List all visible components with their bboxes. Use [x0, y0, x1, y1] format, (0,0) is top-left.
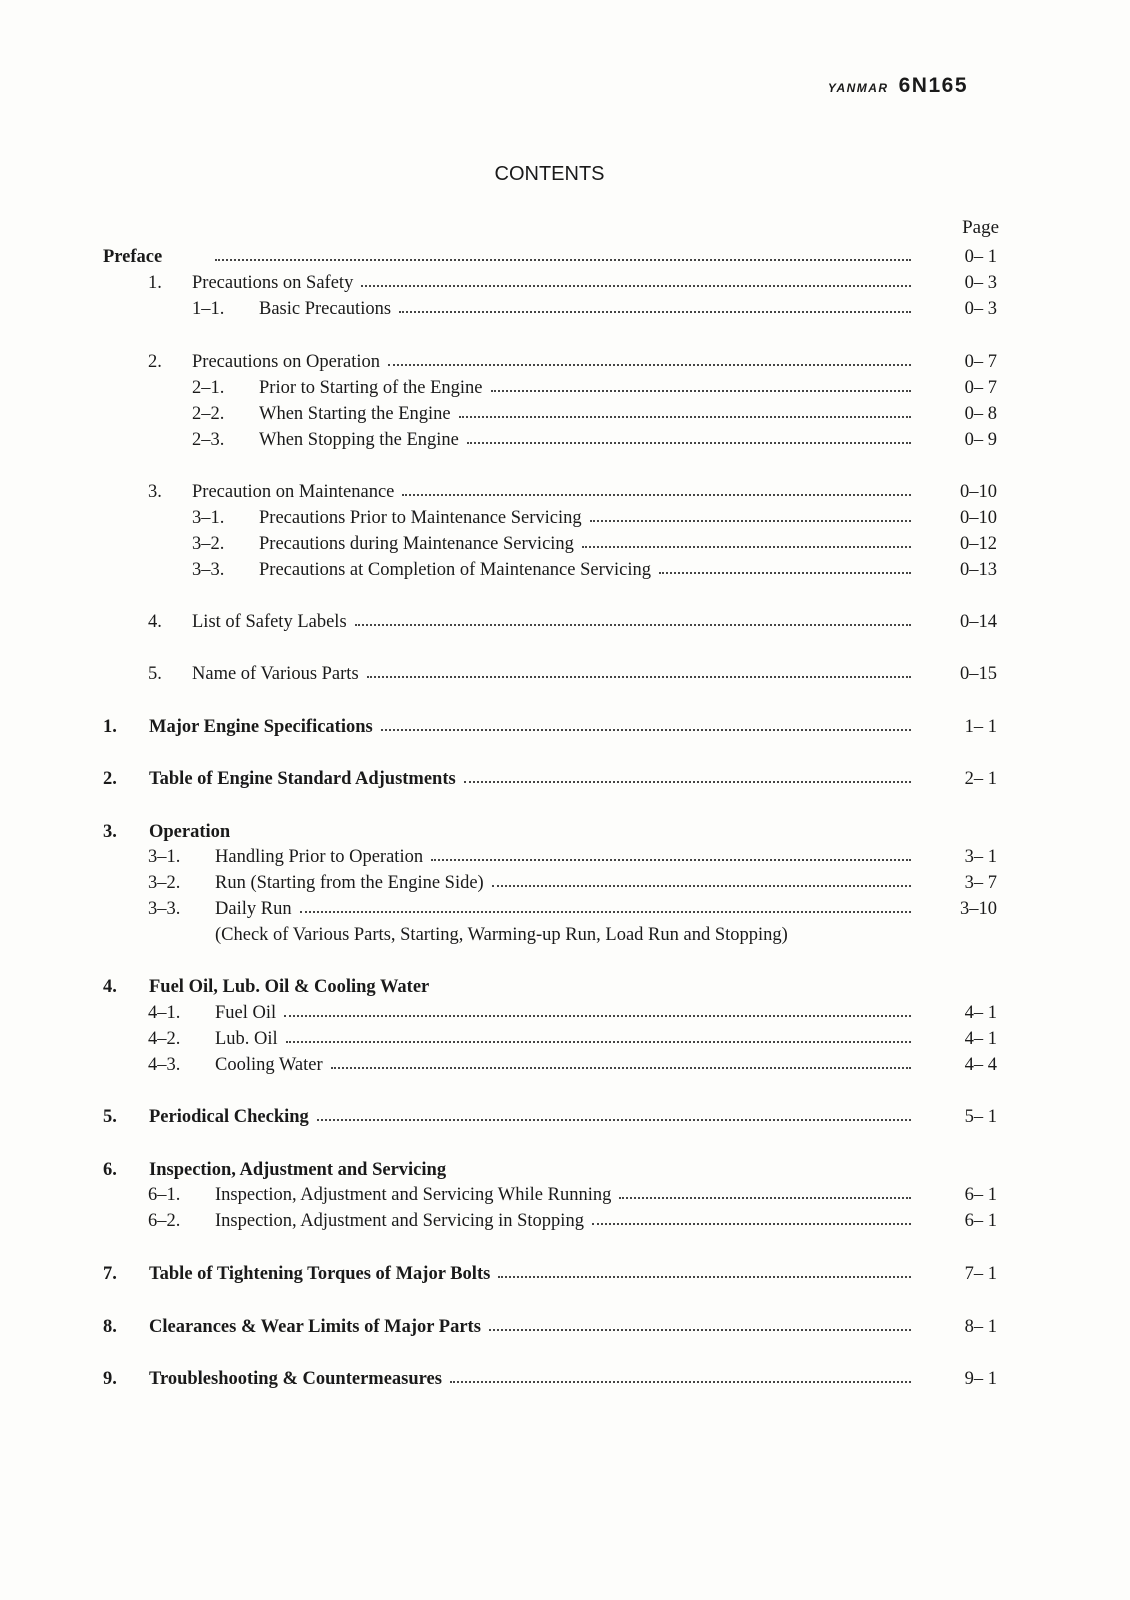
toc-entry-number: 1.	[148, 273, 162, 293]
dot-leader	[590, 517, 911, 522]
toc-entry	[0, 612, 1130, 636]
toc-entry-number: 2–3.	[192, 430, 225, 450]
toc-entry-number: 2.	[103, 769, 117, 789]
toc-entry	[0, 247, 1130, 271]
model-number: 6N165	[898, 74, 968, 97]
toc-entry-page: 6– 1	[964, 1211, 997, 1231]
toc-entry-number: 7.	[103, 1264, 117, 1284]
toc-entry-number: 3–2.	[148, 873, 181, 893]
toc-entry	[0, 352, 1130, 376]
dot-leader	[489, 1326, 911, 1331]
dot-leader	[215, 256, 911, 261]
toc-entry-number: Preface	[103, 247, 163, 267]
toc-entry-number: 3–2.	[192, 534, 225, 554]
toc-entry	[0, 1055, 1130, 1079]
toc-entry-page: 0–15	[960, 664, 997, 684]
toc-entry-page: 0– 7	[964, 378, 997, 398]
toc-entry-page: 0–10	[960, 482, 997, 502]
toc-entry-number: 1–1.	[192, 299, 225, 319]
toc-entry-title: Inspection, Adjustment and Servicing While Running	[215, 1185, 612, 1205]
toc-entry-page: 7– 1	[964, 1264, 997, 1284]
dot-leader	[399, 308, 911, 313]
toc-entry	[0, 1185, 1130, 1209]
dot-leader	[317, 1116, 911, 1121]
header-brand	[828, 74, 968, 98]
dot-leader	[492, 882, 911, 887]
toc-entry-title: When Starting the Engine	[259, 404, 451, 424]
dot-leader	[450, 1378, 911, 1383]
toc-entry-number: 5.	[103, 1107, 117, 1127]
toc-entry-title: Clearances & Wear Limits of Major Parts	[149, 1317, 481, 1337]
toc-entry-title: Run (Starting from the Engine Side)	[215, 873, 484, 893]
toc-entry	[0, 299, 1130, 323]
toc-entry-page: 4– 1	[964, 1029, 997, 1049]
page-column-header: Page	[962, 217, 999, 238]
toc-entry-title: Prior to Starting of the Engine	[259, 378, 483, 398]
dot-leader	[582, 543, 911, 548]
toc-entry-page: 0–12	[960, 534, 997, 554]
toc-entry-number: 2.	[148, 352, 162, 372]
toc-entry-title: Precautions on Operation	[192, 352, 381, 372]
toc-entry	[0, 378, 1130, 402]
toc-entry-title: Precautions at Completion of Maintenance Servicing	[259, 560, 651, 580]
toc-entry-title: Periodical Checking	[149, 1107, 309, 1127]
toc-entry-number: 4–3.	[148, 1055, 181, 1075]
toc-entry-page: 2– 1	[964, 769, 997, 789]
dot-leader	[491, 387, 911, 392]
dot-leader	[498, 1273, 911, 1278]
toc-entry-title: Basic Precautions	[259, 299, 392, 319]
brand-name: YANMAR	[827, 81, 889, 95]
toc-entry	[0, 873, 1130, 897]
toc-entry	[0, 273, 1130, 297]
toc-entry	[0, 430, 1130, 454]
toc-entry-title: Operation	[149, 822, 231, 842]
toc-entry	[0, 560, 1130, 584]
toc-entry-number: 4–1.	[148, 1003, 181, 1023]
toc-entry-number: 3–1.	[192, 508, 225, 528]
toc-entry-title: Precautions during Maintenance Servicing	[259, 534, 574, 554]
toc-entry-title: Lub. Oil	[215, 1029, 278, 1049]
toc-entry	[0, 717, 1130, 741]
toc-entry	[0, 404, 1130, 428]
toc-entry-number: 3.	[103, 822, 117, 842]
toc-entry-number: 6–2.	[148, 1211, 181, 1231]
dot-leader	[619, 1194, 911, 1199]
toc-entry-page: 0– 3	[964, 299, 997, 319]
toc-entry-title: Inspection, Adjustment and Servicing	[149, 1160, 447, 1180]
toc-entry-title: Fuel Oil	[215, 1003, 277, 1023]
toc-entry-page: 9– 1	[964, 1369, 997, 1389]
toc-entry	[0, 1211, 1130, 1235]
toc-entry-page: 0–10	[960, 508, 997, 528]
dot-leader	[467, 439, 911, 444]
dot-leader	[331, 1064, 911, 1069]
toc-entry-page: 0–13	[960, 560, 997, 580]
dot-leader	[592, 1220, 911, 1225]
dot-leader	[361, 282, 911, 287]
toc-entry-title: (Check of Various Parts, Starting, Warming-up Run, Load Run and Stopping)	[215, 925, 788, 945]
toc-entry-page: 0– 3	[964, 273, 997, 293]
toc-entry-number: 6.	[103, 1160, 117, 1180]
toc-entry-number: 5.	[148, 664, 162, 684]
toc-entry-page: 1– 1	[964, 717, 997, 737]
toc-entry-title: Inspection, Adjustment and Servicing in Stopping	[215, 1211, 584, 1231]
toc-entry-number: 2–1.	[192, 378, 225, 398]
toc-entry-page: 4– 4	[964, 1055, 997, 1075]
toc-entry	[0, 1029, 1130, 1053]
toc-entry-number: 4.	[103, 977, 117, 997]
toc-entry-page: 0– 9	[964, 430, 997, 450]
toc-entry-page: 6– 1	[964, 1185, 997, 1205]
toc-entry	[0, 1369, 1130, 1393]
toc-entry-page: 4– 1	[964, 1003, 997, 1023]
dot-leader	[300, 908, 911, 913]
toc-entry-page: 3– 7	[964, 873, 997, 893]
dot-leader	[431, 856, 911, 861]
toc-entry	[0, 977, 1130, 1001]
toc-entry-title: Fuel Oil, Lub. Oil & Cooling Water	[149, 977, 430, 997]
toc-entry-title: Precautions Prior to Maintenance Servicing	[259, 508, 582, 528]
toc-entry	[0, 664, 1130, 688]
dot-leader	[659, 569, 911, 574]
toc-entry	[0, 822, 1130, 846]
toc-entry-title: Precaution on Maintenance	[192, 482, 395, 502]
dot-leader	[381, 726, 911, 731]
toc-entry-title: Handling Prior to Operation	[215, 847, 424, 867]
toc-entry	[0, 1317, 1130, 1341]
toc-entry	[0, 1160, 1130, 1184]
toc-entry-number: 3–1.	[148, 847, 181, 867]
toc-entry-page: 0– 1	[964, 247, 997, 267]
toc-entry-title: List of Safety Labels	[192, 612, 347, 632]
toc-entry-page: 8– 1	[964, 1317, 997, 1337]
toc-entry-title: Daily Run	[215, 899, 292, 919]
toc-entry-number: 2–2.	[192, 404, 225, 424]
toc-entry-title: Cooling Water	[215, 1055, 323, 1075]
toc-entry-page: 0– 7	[964, 352, 997, 372]
toc-entry-page: 0– 8	[964, 404, 997, 424]
dot-leader	[459, 413, 911, 418]
toc-entry-number: 3.	[148, 482, 162, 502]
page-title: CONTENTS	[494, 163, 605, 185]
dot-leader	[388, 361, 911, 366]
toc-entry-title: Troubleshooting & Countermeasures	[149, 1369, 442, 1389]
toc-entry-number: 3–3.	[192, 560, 225, 580]
toc-entry	[0, 769, 1130, 793]
toc-entry-number: 4.	[148, 612, 162, 632]
toc-entry	[0, 1003, 1130, 1027]
dot-leader	[367, 673, 911, 678]
toc-entry	[0, 482, 1130, 506]
toc-entry-number: 6–1.	[148, 1185, 181, 1205]
toc-entry-number: 9.	[103, 1369, 117, 1389]
toc-entry-title: Major Engine Specifications	[149, 717, 373, 737]
toc-entry-page: 3–10	[960, 899, 997, 919]
dot-leader	[402, 491, 911, 496]
toc-entry	[0, 508, 1130, 532]
toc-entry	[0, 899, 1130, 923]
toc-entry-title: Name of Various Parts	[192, 664, 359, 684]
toc-entry	[0, 1107, 1130, 1131]
toc-entry-title: Table of Engine Standard Adjustments	[149, 769, 456, 789]
toc-entry	[0, 534, 1130, 558]
toc-entry	[0, 1264, 1130, 1288]
toc-entry-page: 3– 1	[964, 847, 997, 867]
toc-entry-title: When Stopping the Engine	[259, 430, 459, 450]
toc-entry	[0, 925, 1130, 949]
toc-entry-title: Precautions on Safety	[192, 273, 354, 293]
dot-leader	[286, 1038, 911, 1043]
toc-entry	[0, 847, 1130, 871]
dot-leader	[284, 1012, 911, 1017]
toc-entry-number: 4–2.	[148, 1029, 181, 1049]
toc-entry-number: 1.	[103, 717, 117, 737]
dot-leader	[464, 778, 911, 783]
toc-entry-number: 3–3.	[148, 899, 181, 919]
toc-entry-number: 8.	[103, 1317, 117, 1337]
dot-leader	[355, 621, 911, 626]
toc-entry-page: 0–14	[960, 612, 997, 632]
toc-entry-title: Table of Tightening Torques of Major Bolts	[149, 1264, 491, 1284]
toc-entry-page: 5– 1	[964, 1107, 997, 1127]
